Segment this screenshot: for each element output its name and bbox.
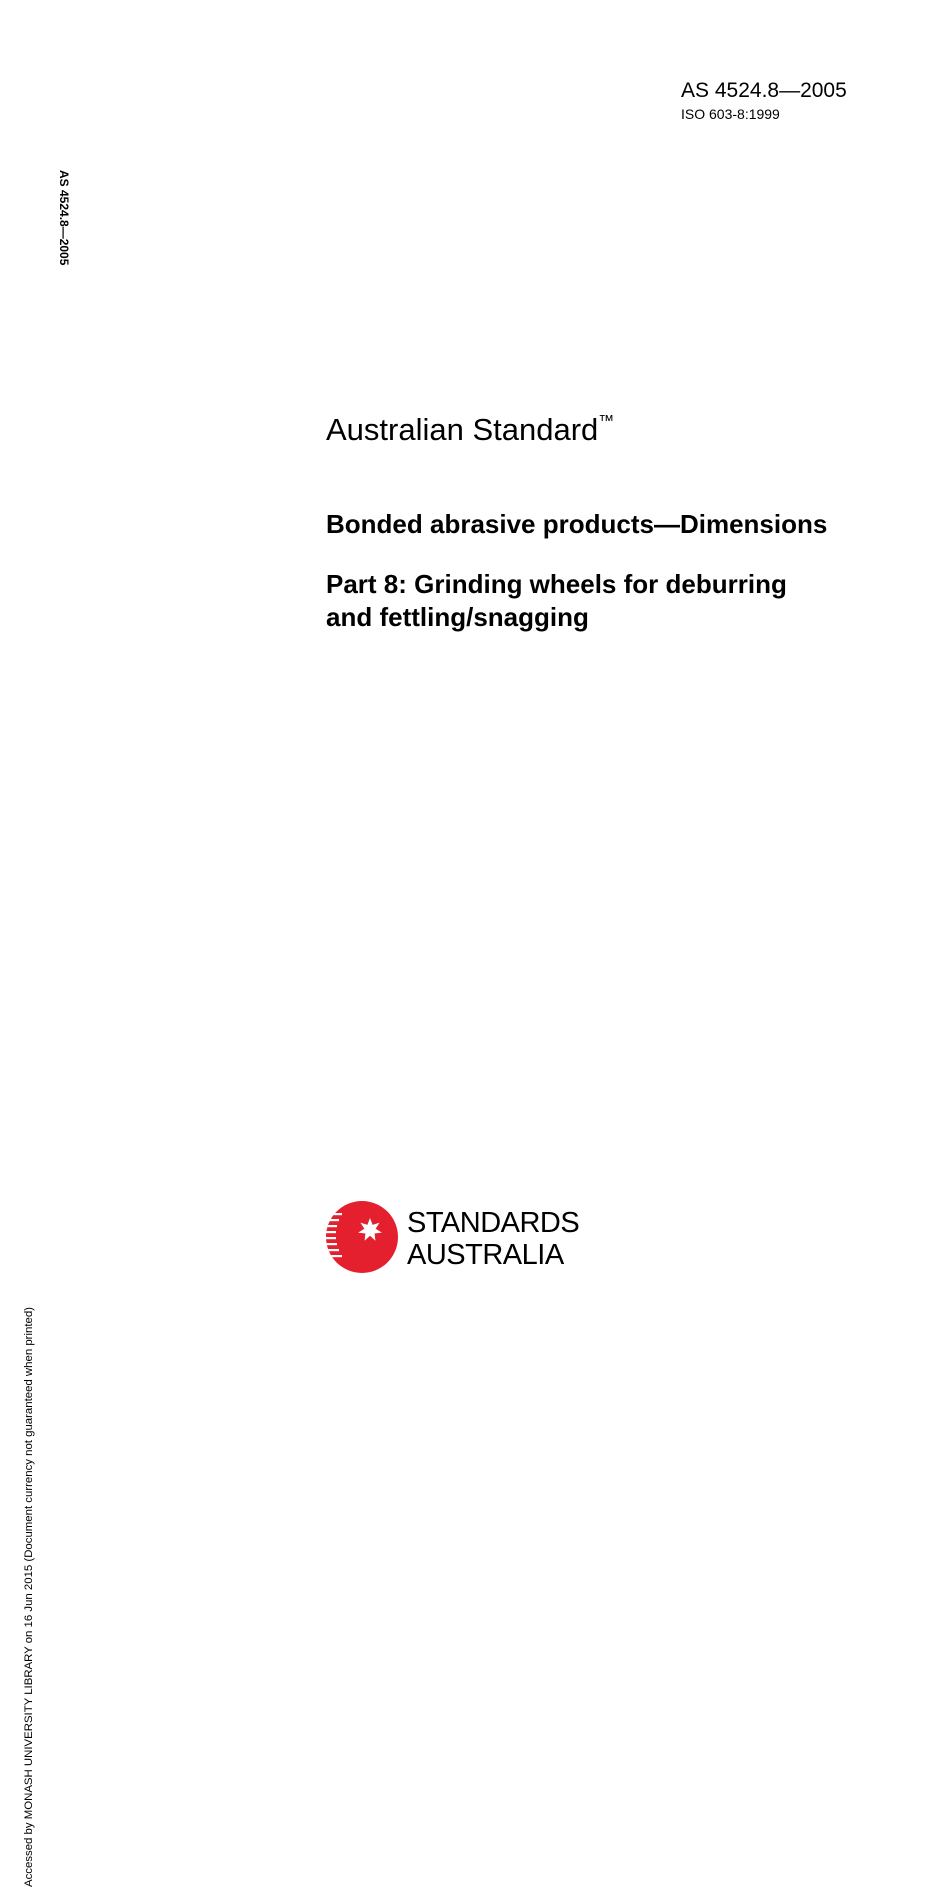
iso-number: ISO 603-8:1999 [681, 106, 780, 122]
trademark-symbol: ™ [598, 413, 615, 430]
access-notice [22, 598, 38, 1887]
part-title: Part 8: Grinding wheels for deburring and fettling/snagging [326, 569, 787, 632]
spine-number-text: AS 4524.8—2005 [57, 170, 71, 266]
logo-emblem-icon [325, 1200, 401, 1276]
logo-wordmark [407, 1207, 579, 1271]
standards-australia-logo [325, 1200, 585, 1275]
logo-line-2: AUSTRALIA [407, 1239, 564, 1271]
access-notice-text: Accessed by MONASH UNIVERSITY LIBRARY on 16 Jun 2015 (Document currency not guaranteed when printed) [23, 1307, 35, 1887]
logo-circle [326, 1201, 398, 1273]
spine-standard-number [55, 170, 75, 295]
document-title: Bonded abrasive products—Dimensions [326, 509, 828, 539]
series-name: Australian Standard [326, 412, 599, 447]
logo-line-1: STANDARDS [407, 1207, 580, 1239]
series-title [326, 403, 614, 449]
standard-number: AS 4524.8—2005 [681, 79, 847, 102]
